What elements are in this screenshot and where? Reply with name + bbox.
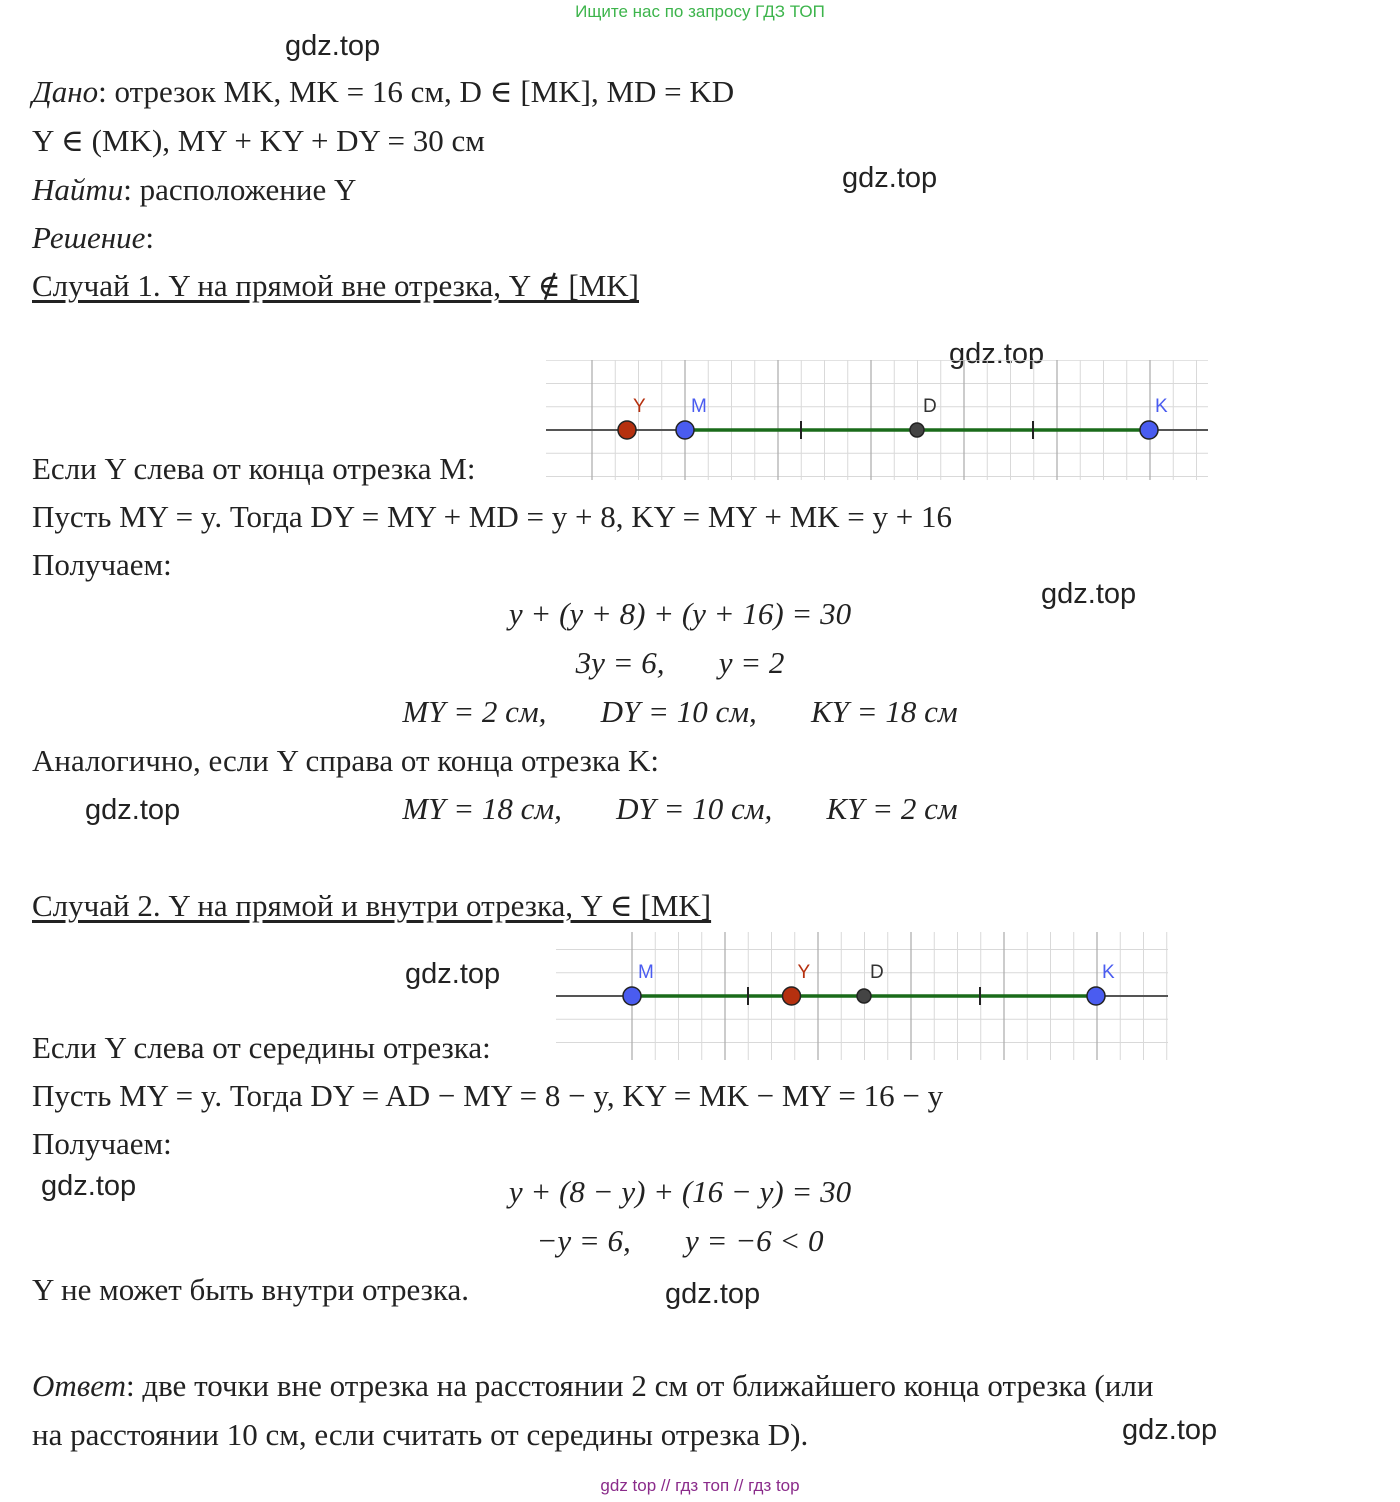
given-label: Дано — [32, 74, 99, 109]
case2-if-left: Если Y слева от середины отрезка: — [32, 1030, 491, 1065]
point-label-k: K — [1102, 962, 1115, 983]
case1-eq2: 3y = 6, y = 2 — [575, 645, 785, 680]
solution-colon: : — [145, 220, 154, 255]
case1-title: Случай 1. Y на прямой вне отрезка, Y ∉ [MK] — [32, 268, 639, 303]
case1-get: Получаем: — [32, 547, 172, 582]
point-label-m: M — [638, 962, 654, 983]
point-y — [783, 987, 801, 1005]
point-label-d: D — [870, 962, 884, 983]
answer-label: Ответ — [32, 1368, 126, 1403]
watermark: gdz.top — [665, 1278, 761, 1310]
find-line — [32, 170, 356, 210]
case2-eq1: y + (8 − y) + (16 − y) = 30 — [508, 1174, 852, 1209]
case2-eq2: −y = 6, y = −6 < 0 — [536, 1223, 824, 1258]
point-label-k: K — [1155, 396, 1168, 417]
point-y — [618, 421, 636, 439]
case1-if-left: Если Y слева от конца отрезка M: — [32, 451, 476, 486]
answer-line-2: на расстоянии 10 см, если считать от середины отрезка D). — [32, 1417, 809, 1452]
watermark: gdz.top — [1122, 1414, 1218, 1446]
given-line-1 — [32, 72, 734, 112]
footer-links[interactable]: gdz top // гдз топ // гдз top — [600, 1476, 800, 1495]
watermark: gdz.top — [41, 1170, 137, 1202]
watermark: gdz.top — [85, 794, 181, 826]
point-k — [1140, 421, 1158, 439]
case2-let: Пусть MY = y. Тогда DY = AD − MY = 8 − y, KY = MK − MY = 16 − y — [32, 1078, 944, 1113]
answer-text: : две точки вне отрезка на расстоянии 2 см от ближайшего конца отрезка (или — [125, 1368, 1154, 1403]
answer-line-1 — [32, 1366, 1153, 1406]
point-k — [1087, 987, 1105, 1005]
watermark: gdz.top — [842, 162, 938, 194]
watermark: gdz.top — [405, 958, 501, 990]
solution-label: Решение — [32, 220, 146, 255]
point-label-m: M — [691, 396, 707, 417]
watermark: gdz.top — [949, 338, 1045, 370]
point-label-d: D — [923, 396, 937, 417]
case1-analog: Аналогично, если Y справа от конца отрезка K: — [32, 743, 659, 778]
point-m — [676, 421, 694, 439]
point-label-y: Y — [797, 962, 811, 983]
given-text: : отрезок MK, MK = 16 см, D ∈ [MK], MD = KD — [98, 74, 735, 109]
find-label: Найти — [32, 172, 124, 207]
number-line-diagram-2 — [556, 932, 1168, 1060]
number-line-diagram-1 — [546, 360, 1208, 480]
case1-eq1: y + (y + 8) + (y + 16) = 30 — [508, 596, 852, 631]
case1-res: MY = 2 см, DY = 10 см, KY = 18 см — [402, 694, 958, 729]
case1-let: Пусть MY = y. Тогда DY = MY + MD = y + 8, KY = MY + MK = y + 16 — [32, 499, 953, 534]
case2-get: Получаем: — [32, 1126, 172, 1161]
find-text: : расположение Y — [123, 172, 357, 207]
case2-title: Случай 2. Y на прямой и внутри отрезка, Y ∈ [MK] — [32, 888, 712, 923]
watermark: gdz.top — [1041, 578, 1137, 610]
case1-res2: MY = 18 см, DY = 10 см, KY = 2 см — [402, 791, 958, 826]
case2-conclusion: Y не может быть внутри отрезка. — [32, 1272, 470, 1307]
point-d — [910, 423, 924, 437]
point-d — [857, 989, 871, 1003]
point-label-y: Y — [633, 396, 646, 417]
top-banner[interactable]: Ищите нас по запросу ГДЗ ТОП — [575, 2, 825, 21]
watermark: gdz.top — [285, 30, 381, 62]
solution-line — [32, 218, 154, 258]
given-line-2: Y ∈ (MK), MY + KY + DY = 30 см — [32, 123, 485, 158]
point-m — [623, 987, 641, 1005]
